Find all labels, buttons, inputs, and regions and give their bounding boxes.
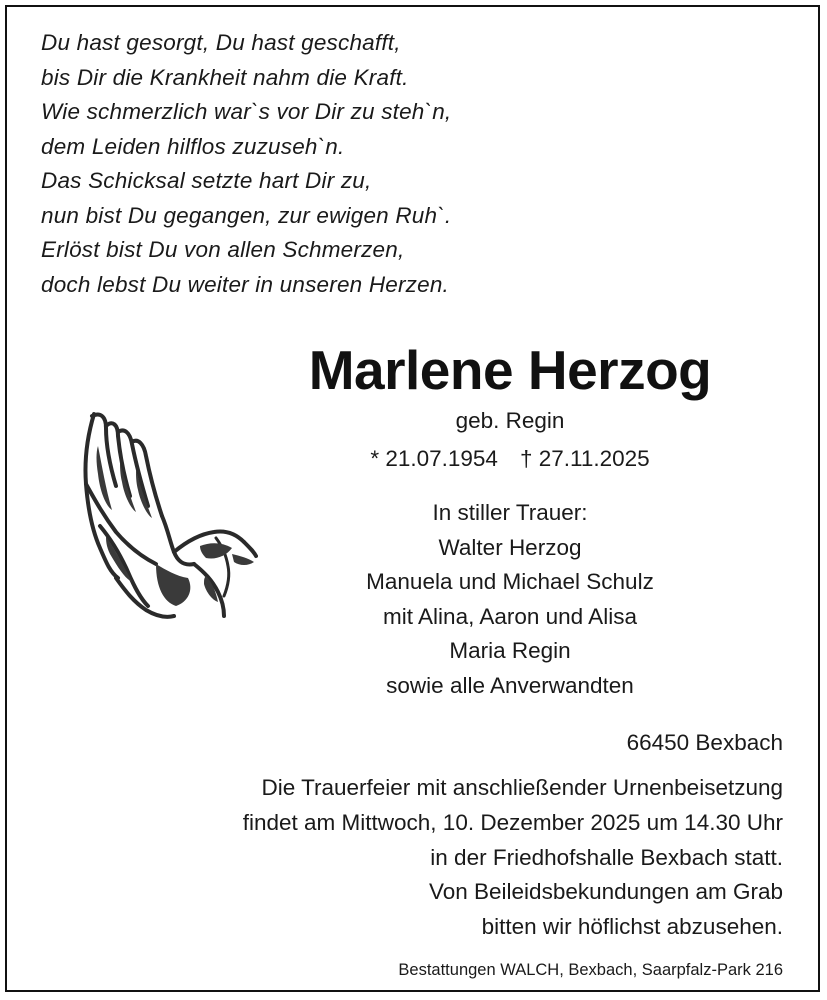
poem [41,26,451,302]
poem-line: nun bist Du gegangen, zur ewigen Ruh`. [41,202,452,228]
mourner-line: mit Alina, Aaron und Alisa [383,603,637,629]
poem-line: Wie schmerzlich war`s vor Dir zu steh`n, [41,99,452,124]
poem-line: doch lebst Du weiter in unseren Herzen. [41,271,450,297]
ceremony-line: Die Trauerfeier mit anschließender Urnenbeisetzung [261,775,783,800]
birth-date: * 21.07.1954 [370,446,498,471]
ceremony-line: Von Beileidsbekundungen am Grab [428,879,783,905]
birth-name: geb. Regin [455,408,565,433]
mourner-line: Manuela und Michael Schulz [366,569,654,595]
city: 66450 Bexbach [626,730,783,755]
mourner-line: sowie alle Anverwandten [386,672,634,698]
poem-line: dem Leiden hilflos zuzuseh`n. [41,133,345,159]
praying-hands-icon [76,406,258,624]
poem-line: Du hast gesorgt, Du hast geschafft, [41,30,401,55]
mourner-line: In stiller Trauer: [432,500,588,525]
mourners-list [300,496,720,704]
mourner-line: Maria Regin [449,638,571,664]
poem-line: Das Schicksal setzte hart Dir zu, [41,168,372,193]
ceremony-line: in der Friedhofshalle Bexbach statt. [430,844,783,870]
poem-line: bis Dir die Krankheit nahm die Kraft. [41,64,409,90]
life-dates [300,442,720,476]
ceremony-line: bitten wir höflichst abzusehen. [481,914,783,940]
undertaker: Bestattungen WALCH, Bexbach, Saarpfalz-Park 216 [398,961,783,979]
ceremony-info [243,771,783,945]
mourner-line: Walter Herzog [438,534,582,560]
ceremony-line: findet am Mittwoch, 10. Dezember 2025 um 14.30 Uhr [242,809,783,835]
deceased-name: Marlene Herzog [308,339,712,401]
poem-line: Erlöst bist Du von allen Schmerzen, [41,237,405,262]
death-date: † 27.11.2025 [519,446,650,471]
